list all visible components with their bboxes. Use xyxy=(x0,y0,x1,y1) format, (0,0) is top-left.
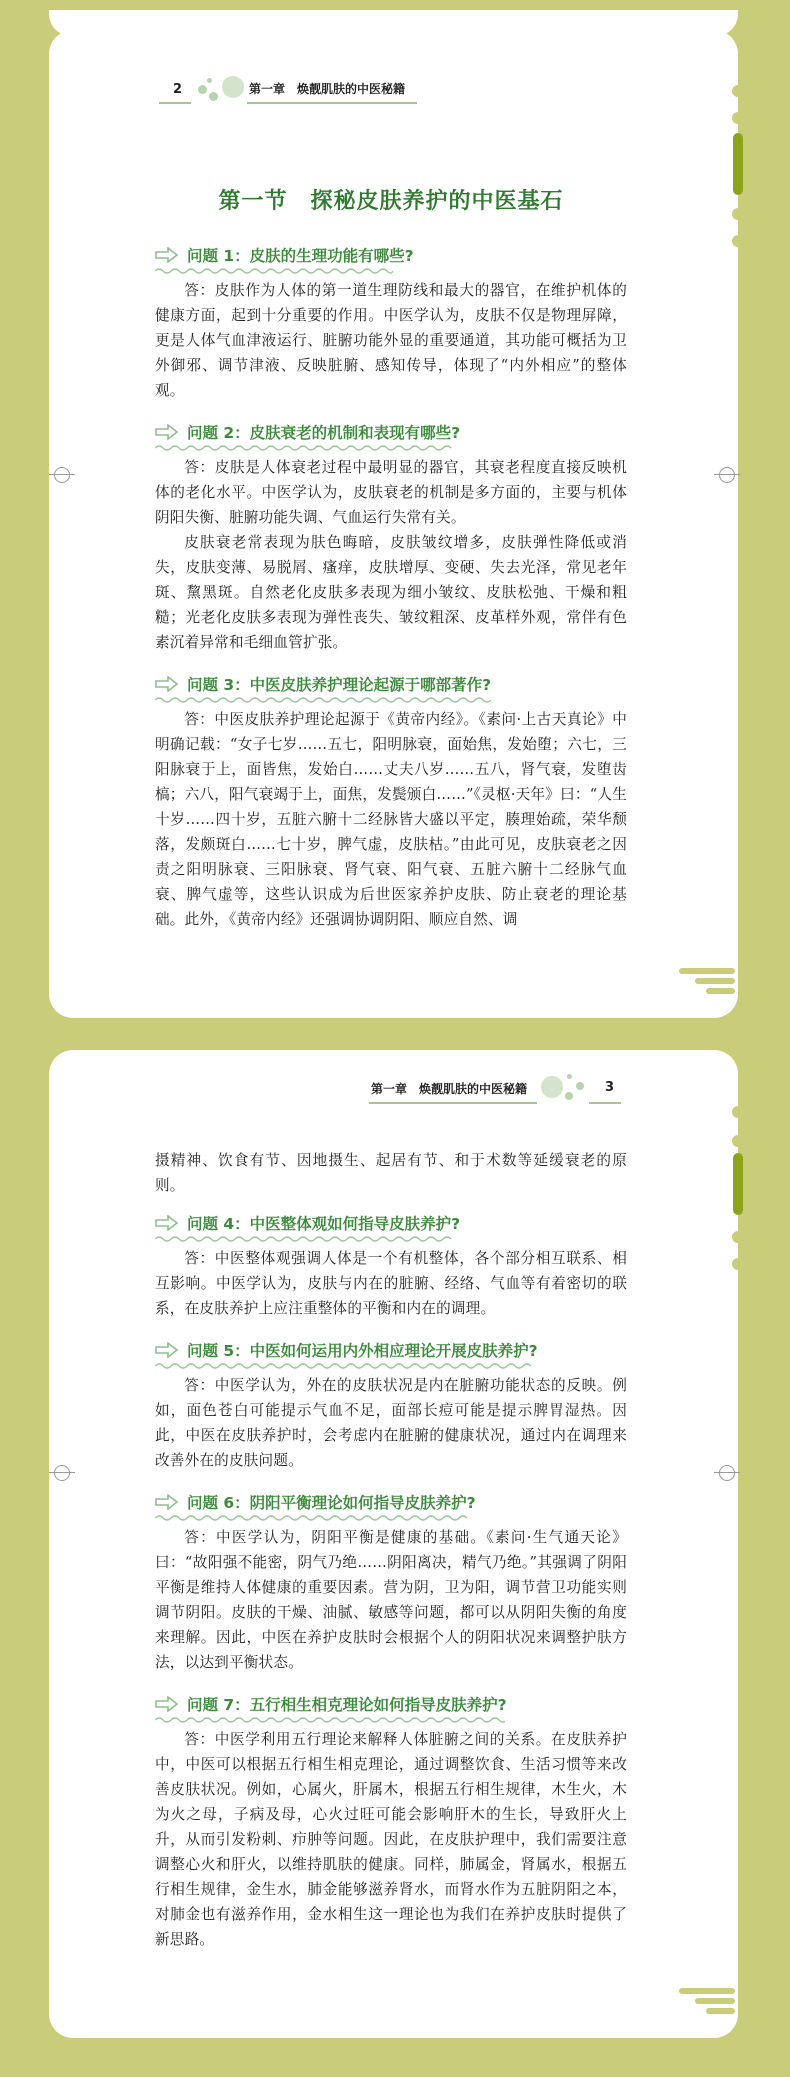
header-rule xyxy=(369,1102,537,1104)
continued-paragraph: 摄精神、饮食有节、因地摄生、起居有节、和于术数等延缓衰老的原则。 xyxy=(155,1152,627,1194)
crop-mark xyxy=(719,467,735,483)
section-title: 第一节 探秘皮肤养护的中医基石 xyxy=(218,188,564,214)
arrow-right-icon xyxy=(155,1342,179,1358)
question-heading: 问题 3：中医皮肤养护理论起源于哪部著作? xyxy=(187,676,492,694)
question-heading: 问题 1：皮肤的生理功能有哪些? xyxy=(187,247,414,265)
wave-underline xyxy=(155,1515,471,1521)
arrow-right-icon xyxy=(155,1215,179,1231)
wave-underline xyxy=(155,445,455,451)
header-rule xyxy=(589,1102,621,1104)
header-dot xyxy=(198,85,207,94)
answer-paragraph: 答：中医整体观强调人体是一个有机整体，各个部分相互联系、相互影响。中医学认为，皮肤与内在的脏腑、经络、气血等有着密切的联系，在皮肤养护上应注重整体的平衡和内在的调理。 xyxy=(155,1250,627,1317)
arrow-right-icon xyxy=(155,1696,179,1712)
side-tab-dot xyxy=(732,85,744,97)
wave-underline xyxy=(155,1363,535,1369)
answer-paragraph: 答：中医学认为，阴阳平衡是健康的基础。《素问·生气通天论》曰：“故阳强不能密，阴气乃绝……阴阳离决，精气乃绝。”其强调了阴阳平衡是维持人体健康的重要因素。营为阴，卫为阳，调节营卫功能实则调节阴阳。皮肤的干燥、油腻、敏感等问题，都可以从阴阳失衡的角度来理解。因此，中医在养护皮肤时会根据个人的阴阳状况来调整护肤方法，以达到平衡状态。 xyxy=(155,1529,627,1671)
arrow-right-icon xyxy=(155,424,179,440)
side-tab-dot xyxy=(732,1135,744,1147)
header-dot xyxy=(565,1092,573,1100)
arrow-right-icon xyxy=(155,676,179,692)
crop-mark xyxy=(54,467,70,483)
corner-stripes xyxy=(679,968,735,994)
header-dot xyxy=(541,1076,563,1098)
question-heading: 问题 2：皮肤衰老的机制和表现有哪些? xyxy=(187,424,461,442)
answer-paragraph: 答：皮肤是人体衰老过程中最明显的器官，其衰老程度直接反映机体的老化水平。中医学认为，皮肤衰老的机制是多方面的，主要与机体阴阳失衡、脏腑功能失调、气血运行失常有关。 xyxy=(155,459,627,526)
side-tab-dot xyxy=(732,235,744,247)
page-body xyxy=(155,1148,627,1952)
page-body xyxy=(155,186,627,932)
question-heading: 问题 5：中医如何运用内外相应理论开展皮肤养护? xyxy=(187,1342,538,1360)
arrow-right-icon xyxy=(155,247,179,263)
running-head: 第一章 焕靓肌肤的中医秘籍 xyxy=(249,82,406,96)
side-tab-dot xyxy=(732,1258,744,1270)
answer-paragraph: 皮肤衰老常表现为肤色晦暗，皮肤皱纹增多，皮肤弹性降低或消失，皮肤变薄、易脱屑、瘙痒，皮肤增厚、变硬、失去光泽，常见老年斑、黧黑斑。自然老化皮肤多表现为细小皱纹、皮肤松弛、干燥和粗糙；光老化皮肤多表现为弹性丧失、皱纹粗深、皮革样外观，常伴有色素沉着异常和毛细血管扩张。 xyxy=(155,534,627,651)
wave-underline xyxy=(155,697,491,703)
wave-underline xyxy=(155,1717,505,1723)
side-tab-dot xyxy=(732,1106,744,1118)
side-tab-dot xyxy=(732,112,744,124)
wave-underline xyxy=(155,1236,455,1242)
question-heading: 问题 7：五行相生相克理论如何指导皮肤养护? xyxy=(187,1696,507,1714)
wave-underline xyxy=(155,268,393,274)
arrow-right-icon xyxy=(155,1494,179,1510)
running-head: 第一章 焕靓肌肤的中医秘籍 xyxy=(371,1082,528,1096)
question-heading: 问题 4：中医整体观如何指导皮肤养护? xyxy=(187,1215,461,1233)
book-page-3 xyxy=(49,1050,738,2038)
header-rule xyxy=(247,102,417,104)
answer-paragraph: 答：皮肤作为人体的第一道生理防线和最大的器官，在维护机体的健康方面，起到十分重要的作用。中医学认为，皮肤不仅是物理屏障，更是人体气血津液运行、脏腑功能外显的重要通道，其功能可概括为卫外御邪、调节津液、反映脏腑、感知传导，体现了“内外相应”的整体观。 xyxy=(155,282,627,399)
book-page-2 xyxy=(49,30,738,1018)
side-tab-active xyxy=(733,133,743,195)
answer-paragraph: 答：中医学认为，外在的皮肤状况是内在脏腑功能状态的反映。例如，面色苍白可能提示气血不足，面部长痘可能是提示脾胃湿热。因此，中医在皮肤养护时，会考虑内在脏腑的健康状况，通过内在调理来改善外在的皮肤问题。 xyxy=(155,1377,627,1469)
page-number: 3 xyxy=(605,1080,615,1095)
question-heading: 问题 6：阴阳平衡理论如何指导皮肤养护? xyxy=(187,1494,476,1512)
answer-paragraph: 答：中医皮肤养护理论起源于《黄帝内经》。《素问·上古天真论》中明确记载：“女子七岁……五七，阳明脉衰，面始焦，发始堕；六七，三阳脉衰于上，面皆焦，发始白……丈夫八岁……五八，肾气衰，发堕齿槁；六八，阳气衰竭于上，面焦，发鬓颁白……”《灵枢·天年》曰：“人生十岁……四十岁，五脏六腑十二经脉皆大盛以平定，腠理始疏，荣华颓落，发颇斑白……七十岁，脾气虚，皮肤枯。”由此可见，皮肤衰老之因责之阳明脉衰、三阳脉衰、肾气衰、阳气衰、五脏六腑十二经脉气血衰、脾气虚等，这些认识成为后世医家养护皮肤、防止衰老的理论基础。此外，《黄帝内经》还强调协调阴阳、顺应自然、调 xyxy=(155,711,627,928)
side-tab-dot xyxy=(732,1231,744,1243)
page-number: 2 xyxy=(173,82,183,97)
header-dot xyxy=(567,1074,572,1079)
answer-paragraph: 答：中医学利用五行理论来解释人体脏腑之间的关系。在皮肤养护中，中医可以根据五行相生相克理论，通过调整饮食、生活习惯等来改善皮肤状况。例如，心属火，肝属木，根据五行相生规律，木生火，木为火之母，子病及母，心火过旺可能会影响肝木的生长，导致肝火上升，从而引发粉刺、疖肿等问题。因此，在皮肤护理中，我们需要注意调整心火和肝火，以维持肌肤的健康。同样，肺属金，肾属水，根据五行相生规律，金生水，肺金能够滋养肾水，而肾水作为五脏阴阳之本，对肺金也有滋养作用，金水相生这一理论也为我们在养护皮肤时提供了新思路。 xyxy=(155,1731,627,1948)
crop-mark xyxy=(54,1465,70,1481)
question-block xyxy=(155,1691,627,1952)
header-dot xyxy=(207,78,212,83)
corner-stripes xyxy=(679,1988,735,2014)
side-tab-active xyxy=(733,1153,743,1215)
header-dot xyxy=(222,76,244,98)
side-tab-dot xyxy=(732,208,744,220)
question-block xyxy=(155,671,627,932)
header-rule xyxy=(159,102,191,104)
question-block xyxy=(155,419,627,655)
question-block xyxy=(155,242,627,403)
question-block xyxy=(155,1210,627,1321)
header-dot xyxy=(209,92,218,101)
question-block xyxy=(155,1489,627,1675)
question-block xyxy=(155,1337,627,1473)
header-dot xyxy=(576,1082,584,1090)
crop-mark xyxy=(719,1465,735,1481)
